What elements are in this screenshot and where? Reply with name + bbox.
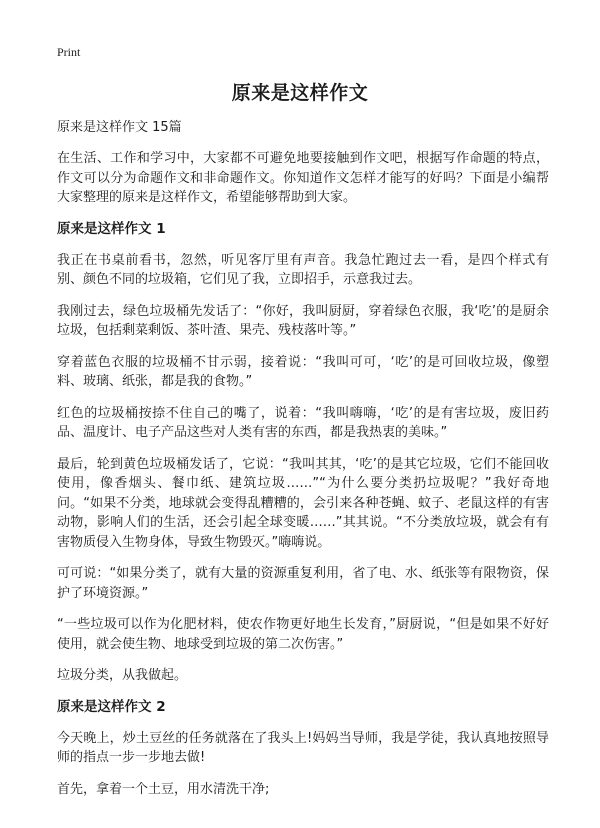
paragraph: 红色的垃圾桶按捺不住自己的嘴了，说着：“我叫嗨嗨，‘吃’的是有害垃圾，废旧药品、温度计、电子产品这些对人类有害的东西，都是我热衷的美味。” xyxy=(57,405,549,440)
paragraph: 今天晚上，炒土豆丝的任务就落在了我头上!妈妈当导师，我是学徒，我认真地按照导师的指点一步一步地去做! xyxy=(57,730,549,765)
print-label[interactable]: Print xyxy=(57,45,81,59)
page-title: 原来是这样作文 xyxy=(231,82,369,104)
document-subtitle: 原来是这样作文 15篇 xyxy=(57,120,182,135)
section-heading: 原来是这样作文 1 xyxy=(57,220,166,237)
paragraph: 首先，拿着一个土豆，用水清洗干净; xyxy=(57,781,270,797)
paragraph: 可可说：“如果分类了，就有大量的资源重复利用，省了电、水、纸张等有限物资，保护了环境资源。” xyxy=(57,566,549,601)
section-heading: 原来是这样作文 2 xyxy=(57,698,166,715)
paragraph: 最后，轮到黄色垃圾桶发话了，它说：“我叫其其，‘吃’的是其它垃圾，它们不能回收使用，像香烟头、餐巾纸、建筑垃圾……”“为什么要分类扔垃圾呢？”我好奇地问。“如果不分类，地球就会变得乱糟糟的，会引来各种苍蝇、蚊子、老鼠这样的有害动物，影响人们的生活，还会引起全球变暖……”其其说。“不分类放垃圾，就会有有害物质侵入生物身体，导致生物毁灭。”嗨嗨说。 xyxy=(57,456,549,550)
paragraph: “一些垃圾可以作为化肥材料，使农作物更好地生长发育，”厨厨说，“但是如果不好好使用，就会使生物、地球受到垃圾的第二次伤害。” xyxy=(57,617,549,652)
paragraph: 我正在书桌前看书，忽然，听见客厅里有声音。我急忙跑过去一看，是四个样式有别、颜色不同的垃圾箱，它们见了我，立即招手，示意我过去。 xyxy=(57,252,549,287)
intro-paragraph: 在生活、工作和学习中，大家都不可避免地要接触到作文吧，根据写作命题的特点，作文可以分为命题作文和非命题作文。你知道作文怎样才能写的好吗？下面是小编帮大家整理的原来是这样作文，希望能够帮助到大家。 xyxy=(57,151,549,205)
paragraph: 我刚过去，绿色垃圾桶先发话了：“你好，我叫厨厨，穿着绿色衣服，我‘吃’的是厨余垃圾，包括剩菜剩饭、茶叶渣、果壳、残枝落叶等。” xyxy=(57,303,549,338)
document-body xyxy=(57,119,549,811)
paragraph: 垃圾分类，从我做起。 xyxy=(57,668,188,683)
paragraph: 穿着蓝色衣服的垃圾桶不甘示弱，接着说：“我叫可可，‘吃’的是可回收垃圾，像塑料、玻璃、纸张，都是我的食物。” xyxy=(57,354,549,389)
